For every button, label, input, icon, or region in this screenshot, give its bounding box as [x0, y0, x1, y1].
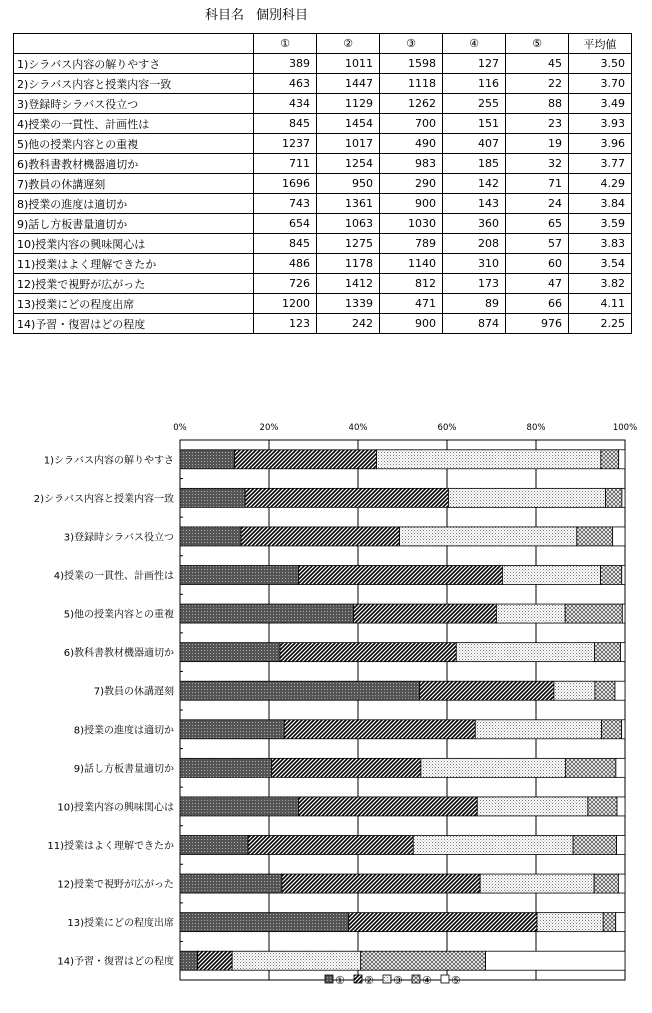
- bar-segment-2: [245, 488, 448, 507]
- response-count-cell: 1140: [380, 254, 443, 274]
- response-count-cell: 1262: [380, 94, 443, 114]
- row-label: 13)授業にどの程度出席: [14, 294, 254, 314]
- response-count-cell: 1598: [380, 54, 443, 74]
- bar-segment-3: [496, 604, 565, 623]
- bar-segment-3: [232, 951, 361, 970]
- bar-segment-1: [180, 720, 284, 739]
- subject-label: 科目名: [205, 8, 245, 23]
- response-count-cell: 310: [443, 254, 506, 274]
- response-count-cell: 290: [380, 174, 443, 194]
- response-count-cell: 1275: [317, 234, 380, 254]
- table-row: [14, 254, 632, 274]
- legend-swatch: [325, 975, 333, 983]
- response-count-cell: 490: [380, 134, 443, 154]
- response-count-cell: 47: [506, 274, 569, 294]
- average-cell: 4.11: [569, 294, 632, 314]
- average-cell: 3.50: [569, 54, 632, 74]
- average-cell: 3.77: [569, 154, 632, 174]
- response-count-cell: 976: [506, 314, 569, 334]
- response-count-cell: 900: [380, 314, 443, 334]
- category-label: 3)登録時シラバス役立つ: [63, 532, 174, 544]
- response-count-cell: 486: [254, 254, 317, 274]
- row-label: 5)他の授業内容との重複: [14, 134, 254, 154]
- column-header-6: 平均値: [569, 34, 632, 54]
- response-count-cell: 1011: [317, 54, 380, 74]
- response-count-cell: 57: [506, 234, 569, 254]
- response-count-cell: 123: [254, 314, 317, 334]
- x-tick-label: 100%: [612, 423, 638, 433]
- column-header-3: ③: [380, 34, 443, 54]
- bar-segment-2: [241, 527, 400, 546]
- column-header-4: ④: [443, 34, 506, 54]
- column-header-1: ①: [254, 34, 317, 54]
- response-count-cell: 89: [443, 294, 506, 314]
- response-count-cell: 1178: [317, 254, 380, 274]
- average-cell: 2.25: [569, 314, 632, 334]
- table-row: [14, 174, 632, 194]
- bar-segment-3: [475, 720, 601, 739]
- bar-segment-5: [617, 836, 625, 855]
- response-count-cell: 255: [443, 94, 506, 114]
- response-count-cell: 743: [254, 194, 317, 214]
- response-count-cell: 812: [380, 274, 443, 294]
- bar-segment-3: [477, 797, 588, 816]
- bar-segment-2: [280, 643, 456, 662]
- bar-segment-2: [284, 720, 475, 739]
- bar-segment-1: [180, 836, 248, 855]
- table-row: [14, 134, 632, 154]
- response-count-cell: 151: [443, 114, 506, 134]
- average-cell: 3.84: [569, 194, 632, 214]
- bar-segment-1: [180, 758, 272, 777]
- response-count-cell: 22: [506, 74, 569, 94]
- category-label: 6)教科書教材機器適切か: [63, 648, 174, 660]
- table-row: [14, 194, 632, 214]
- bar-segment-1: [180, 797, 298, 816]
- bar-segment-2: [235, 450, 377, 469]
- bar-segment-5: [613, 527, 625, 546]
- response-count-cell: 711: [254, 154, 317, 174]
- response-count-cell: 45: [506, 54, 569, 74]
- row-label: 11)授業はよく理解できたか: [14, 254, 254, 274]
- response-count-cell: 654: [254, 214, 317, 234]
- category-label: 2)シラバス内容と授業内容一致: [33, 493, 174, 505]
- bar-segment-4: [573, 836, 616, 855]
- response-count-cell: 65: [506, 214, 569, 234]
- response-count-cell: 1361: [317, 194, 380, 214]
- bar-segment-2: [299, 566, 503, 585]
- legend-swatch: [354, 975, 362, 983]
- response-count-cell: 185: [443, 154, 506, 174]
- response-count-cell: 1129: [317, 94, 380, 114]
- bar-segment-4: [577, 527, 613, 546]
- response-count-cell: 116: [443, 74, 506, 94]
- response-count-cell: 845: [254, 234, 317, 254]
- response-count-cell: 407: [443, 134, 506, 154]
- table-row: [14, 54, 632, 74]
- bar-segment-4: [594, 643, 620, 662]
- bar-segment-2: [282, 874, 480, 893]
- category-label: 10)授業内容の興味関心は: [57, 802, 174, 814]
- bar-segment-2: [298, 797, 477, 816]
- response-count-cell: 434: [254, 94, 317, 114]
- stacked-bar-chart: [0, 410, 652, 1013]
- average-cell: 3.70: [569, 74, 632, 94]
- row-label: 4)授業の一貫性、計画性は: [14, 114, 254, 134]
- bar-segment-5: [486, 951, 625, 970]
- bar-segment-2: [420, 681, 554, 700]
- x-tick-label: 60%: [437, 423, 457, 433]
- response-count-cell: 1696: [254, 174, 317, 194]
- bar-segment-5: [617, 797, 625, 816]
- response-count-cell: 726: [254, 274, 317, 294]
- category-label: 12)授業で視野が広がった: [57, 879, 174, 891]
- table-row: [14, 274, 632, 294]
- bar-segment-3: [537, 913, 603, 932]
- response-count-cell: 88: [506, 94, 569, 114]
- legend-label: ⑤: [451, 974, 461, 987]
- column-header-2: ②: [317, 34, 380, 54]
- legend-swatch: [441, 975, 449, 983]
- average-cell: 3.59: [569, 214, 632, 234]
- bar-segment-5: [616, 758, 625, 777]
- bar-segment-2: [272, 758, 421, 777]
- average-cell: 4.29: [569, 174, 632, 194]
- response-count-cell: 32: [506, 154, 569, 174]
- response-count-cell: 66: [506, 294, 569, 314]
- category-label: 7)教員の休講遅刻: [93, 686, 174, 698]
- row-label: 2)シラバス内容と授業内容一致: [14, 74, 254, 94]
- bar-segment-1: [180, 450, 235, 469]
- category-label: 11)授業はよく理解できたか: [47, 841, 174, 852]
- response-count-cell: 789: [380, 234, 443, 254]
- bar-segment-3: [502, 566, 600, 585]
- bar-segment-4: [565, 758, 616, 777]
- table-header-row: [14, 34, 632, 54]
- average-cell: 3.54: [569, 254, 632, 274]
- table-row: [14, 234, 632, 254]
- response-count-cell: 71: [506, 174, 569, 194]
- legend-swatch: [383, 975, 391, 983]
- bar-segment-3: [456, 643, 594, 662]
- table-row: [14, 214, 632, 234]
- bar-segment-1: [180, 874, 282, 893]
- category-label: 5)他の授業内容との重複: [63, 609, 174, 621]
- bar-segment-4: [594, 874, 618, 893]
- row-label: 1)シラバス内容の解りやすさ: [14, 54, 254, 74]
- column-header-item: [14, 34, 254, 54]
- table-row: [14, 314, 632, 334]
- bar-segment-1: [180, 643, 280, 662]
- category-label: 14)予習・復習はどの程度: [57, 956, 174, 968]
- bar-segment-5: [622, 488, 625, 507]
- legend-label: ③: [393, 974, 403, 987]
- bar-segment-4: [606, 488, 622, 507]
- response-count-cell: 1017: [317, 134, 380, 154]
- average-cell: 3.49: [569, 94, 632, 114]
- bar-segment-3: [400, 527, 577, 546]
- category-label: 13)授業にどの程度出席: [67, 918, 174, 930]
- x-tick-label: 40%: [348, 423, 368, 433]
- row-label: 3)登録時シラバス役立つ: [14, 94, 254, 114]
- response-count-cell: 1237: [254, 134, 317, 154]
- bar-segment-4: [601, 450, 619, 469]
- response-count-cell: 208: [443, 234, 506, 254]
- response-count-cell: 24: [506, 194, 569, 214]
- response-count-cell: 700: [380, 114, 443, 134]
- response-count-cell: 1063: [317, 214, 380, 234]
- bar-segment-3: [448, 488, 605, 507]
- bar-segment-5: [616, 913, 625, 932]
- plot-frame: [180, 440, 625, 980]
- response-count-cell: 19: [506, 134, 569, 154]
- x-tick-label: 20%: [259, 423, 279, 433]
- bar-segment-1: [180, 604, 354, 623]
- response-count-cell: 360: [443, 214, 506, 234]
- column-header-5: ⑤: [506, 34, 569, 54]
- row-label: 9)話し方板書量適切か: [14, 214, 254, 234]
- bar-segment-3: [554, 681, 595, 700]
- bar-segment-2: [198, 951, 233, 970]
- response-count-cell: 142: [443, 174, 506, 194]
- response-count-cell: 1254: [317, 154, 380, 174]
- bar-segment-1: [180, 913, 349, 932]
- response-count-cell: 389: [254, 54, 317, 74]
- bar-segment-5: [615, 681, 625, 700]
- legend-swatch: [412, 975, 420, 983]
- legend-label: ②: [364, 974, 374, 987]
- bar-segment-4: [603, 913, 616, 932]
- response-count-cell: 1339: [317, 294, 380, 314]
- bar-segment-1: [180, 488, 245, 507]
- bar-segment-4: [602, 720, 622, 739]
- response-count-cell: 471: [380, 294, 443, 314]
- average-cell: 3.82: [569, 274, 632, 294]
- bar-segment-5: [621, 643, 625, 662]
- bar-segment-2: [354, 604, 497, 623]
- table-row: [14, 74, 632, 94]
- bar-segment-4: [601, 566, 622, 585]
- table-row: [14, 294, 632, 314]
- category-label: 9)話し方板書量適切か: [73, 763, 174, 775]
- average-cell: 3.83: [569, 234, 632, 254]
- average-cell: 3.93: [569, 114, 632, 134]
- response-count-cell: 242: [317, 314, 380, 334]
- response-count-cell: 463: [254, 74, 317, 94]
- response-count-cell: 1118: [380, 74, 443, 94]
- response-count-cell: 874: [443, 314, 506, 334]
- response-count-cell: 983: [380, 154, 443, 174]
- bar-segment-5: [622, 566, 625, 585]
- subject-header: [205, 4, 308, 23]
- row-label: 10)授業内容の興味関心は: [14, 234, 254, 254]
- average-cell: 3.96: [569, 134, 632, 154]
- subject-value: 個別科目: [256, 8, 309, 23]
- bar-segment-2: [349, 913, 537, 932]
- response-count-cell: 23: [506, 114, 569, 134]
- row-label: 6)教科書教材機器適切か: [14, 154, 254, 174]
- bar-segment-1: [180, 951, 198, 970]
- response-count-cell: 143: [443, 194, 506, 214]
- response-count-cell: 845: [254, 114, 317, 134]
- response-count-cell: 173: [443, 274, 506, 294]
- row-label: 14)予習・復習はどの程度: [14, 314, 254, 334]
- results-table: [13, 33, 632, 334]
- bar-segment-4: [361, 951, 486, 970]
- row-label: 8)授業の進度は適切か: [14, 194, 254, 214]
- response-count-cell: 1030: [380, 214, 443, 234]
- response-count-cell: 1454: [317, 114, 380, 134]
- bar-segment-5: [619, 450, 625, 469]
- row-label: 12)授業で視野が広がった: [14, 274, 254, 294]
- bar-segment-4: [588, 797, 617, 816]
- bar-segment-3: [413, 836, 573, 855]
- bar-segment-4: [595, 681, 615, 700]
- bar-segment-4: [565, 604, 622, 623]
- bar-segment-3: [480, 874, 594, 893]
- category-label: 8)授業の進度は適切か: [73, 725, 174, 737]
- row-label: 7)教員の休講遅刻: [14, 174, 254, 194]
- table-row: [14, 154, 632, 174]
- bar-segment-5: [618, 874, 625, 893]
- response-count-cell: 60: [506, 254, 569, 274]
- category-label: 1)シラバス内容の解りやすさ: [43, 455, 174, 467]
- response-count-cell: 950: [317, 174, 380, 194]
- response-count-cell: 900: [380, 194, 443, 214]
- x-tick-label: 0%: [173, 423, 187, 433]
- response-count-cell: 1447: [317, 74, 380, 94]
- response-count-cell: 1412: [317, 274, 380, 294]
- table-row: [14, 114, 632, 134]
- bar-segment-2: [248, 836, 413, 855]
- response-count-cell: 1200: [254, 294, 317, 314]
- x-tick-label: 80%: [526, 423, 546, 433]
- bar-segment-3: [421, 758, 565, 777]
- bar-segment-5: [622, 720, 625, 739]
- table-row: [14, 94, 632, 114]
- bar-segment-1: [180, 566, 299, 585]
- bar-segment-1: [180, 527, 241, 546]
- legend-label: ①: [335, 974, 345, 987]
- legend-label: ④: [422, 974, 432, 987]
- response-count-cell: 127: [443, 54, 506, 74]
- bar-segment-5: [622, 604, 625, 623]
- category-label: 4)授業の一貫性、計画性は: [53, 571, 174, 582]
- bar-segment-1: [180, 681, 420, 700]
- bar-segment-3: [377, 450, 601, 469]
